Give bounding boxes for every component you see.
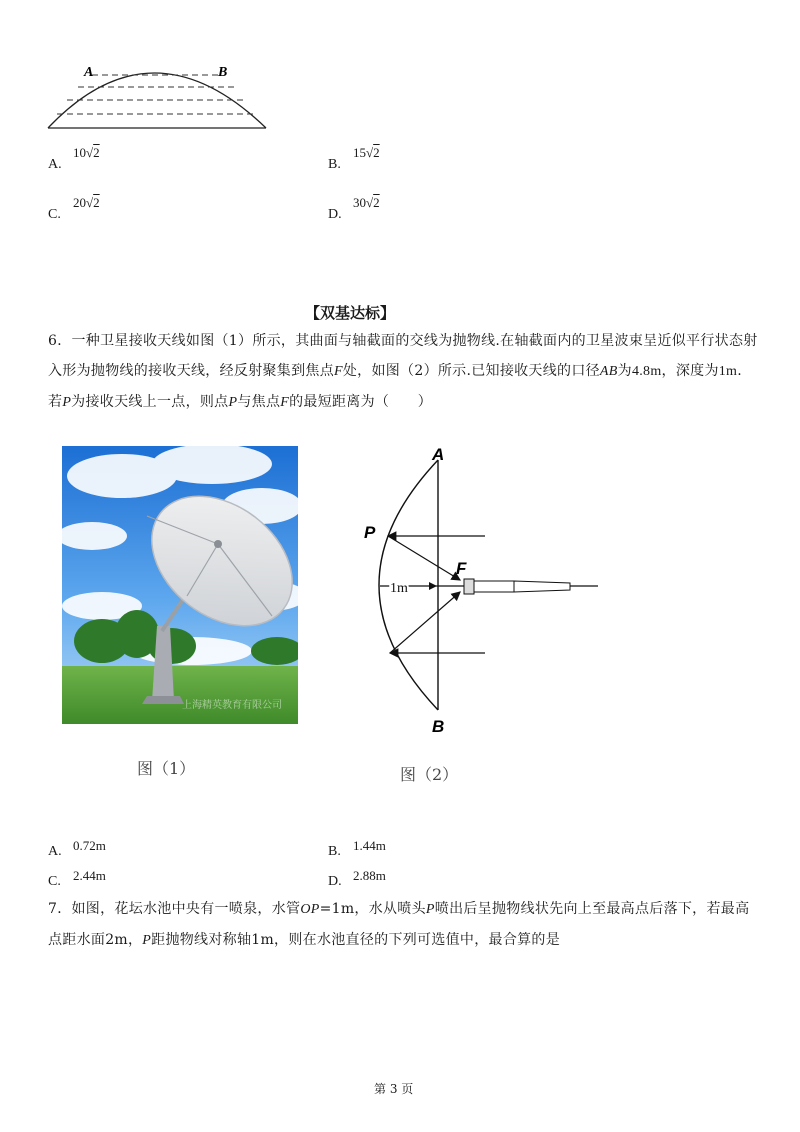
- q5-option-b-coef: 15: [353, 145, 366, 160]
- q6-option-a-value: 0.72m: [73, 838, 106, 853]
- figure-1-caption: 图（1）: [137, 759, 196, 778]
- q6-focus-f: F: [334, 364, 343, 379]
- q6-line-1: 6．一种卫星接收天线如图（1）所示，其曲面与轴截面的交线为抛物线.在轴截面内的卫星波束呈近似平行状态射: [48, 333, 758, 349]
- q7-line-2-part-b: 距抛物线对称轴1m，则在水池直径的下列可选值中，最合算的是: [151, 932, 561, 948]
- q6-line-3-part-d: 的最短距离为（ ）: [289, 394, 433, 410]
- q6-line-3-part-a: 若: [48, 394, 63, 410]
- q6-focus-f-2: F: [280, 395, 290, 410]
- q6-point-p-2: P: [228, 395, 238, 410]
- q5-option-d-coef: 30: [353, 195, 366, 210]
- q6-text: [48, 326, 768, 418]
- q5-option-a-letter: A.: [48, 157, 62, 172]
- q6-line-2-part-d: ，深度为: [661, 363, 719, 379]
- sqrt-icon: √: [86, 195, 94, 210]
- figure-2-caption: 图（2）: [400, 765, 459, 784]
- q6-line-2: [48, 356, 768, 387]
- q6-line-3: [48, 387, 768, 418]
- q7-op: OP: [300, 902, 320, 917]
- arch-figure: [40, 40, 280, 140]
- q6-option-d-letter: D.: [328, 874, 342, 889]
- q5-option-b-letter: B.: [328, 157, 341, 172]
- q5-option-b-rad: 2: [373, 145, 380, 160]
- diagram-label-a: A: [432, 445, 445, 464]
- q6-line-2-part-c: 为: [617, 363, 632, 379]
- q6-line-3-part-c: 与焦点: [237, 394, 281, 410]
- q6-option-b-value: 1.44m: [353, 838, 386, 853]
- q6-point-p: P: [62, 395, 72, 410]
- q7-text: [48, 894, 768, 956]
- q6-option-d-value: 2.88m: [353, 868, 386, 883]
- q7-point-p: P: [425, 902, 435, 917]
- q5-option-c-rad: 2: [93, 195, 100, 210]
- q6-line-3-part-b: 为接收天线上一点，则点: [71, 394, 229, 410]
- page-number: 第 3 页: [374, 1082, 414, 1096]
- q5-option-d-rad: 2: [373, 195, 380, 210]
- diagram-label-p: P: [364, 523, 376, 542]
- q5-option-c-value: [73, 195, 100, 211]
- diagram-label-depth: 1m: [390, 581, 408, 596]
- q5-option-a-coef: 10: [73, 145, 86, 160]
- section-title: 【双基达标】: [305, 304, 396, 322]
- sqrt-icon: √: [86, 145, 94, 160]
- q5-option-d-letter: D.: [328, 207, 342, 222]
- sqrt-icon: √: [366, 145, 374, 160]
- arch-label-b: B: [218, 65, 228, 80]
- q7-line-1: [48, 894, 768, 925]
- q7-line-1-part-a: 7．如图，花坛水池中央有一喷泉，水管: [48, 901, 301, 917]
- q6-line-2-part-a: 入形为抛物线的接收天线，经反射聚集到焦点: [48, 363, 334, 379]
- q5-option-b-value: [353, 145, 380, 161]
- q6-option-a-letter: A.: [48, 844, 62, 859]
- satellite-dish-photo: [62, 446, 298, 724]
- q5-option-a-rad: 2: [93, 145, 100, 160]
- q6-line-2-part-e: .: [737, 363, 743, 379]
- diagram-label-b: B: [432, 717, 445, 736]
- q7-line-1-part-c: 喷出后呈抛物线状先向上至最高点后落下，若最高: [434, 901, 750, 917]
- parabola-diagram: [350, 440, 610, 740]
- photo-watermark: 上海精英教育有限公司: [182, 700, 282, 711]
- q6-ab: AB: [599, 364, 618, 379]
- q7-line-2-part-a: 点距水面2m，: [48, 932, 143, 948]
- sqrt-icon: √: [366, 195, 374, 210]
- q5-option-c-letter: C.: [48, 207, 61, 222]
- q6-option-c-value: 2.44m: [73, 868, 106, 883]
- q7-line-1-part-b: =1m，水从喷头: [319, 901, 426, 917]
- arch-label-a: A: [84, 65, 94, 80]
- q6-option-b-letter: B.: [328, 844, 341, 859]
- q6-option-c-letter: C.: [48, 874, 61, 889]
- q7-line-2: [48, 925, 768, 956]
- q7-point-p-2: P: [142, 933, 152, 948]
- diagram-label-f: F: [456, 559, 467, 578]
- q5-option-d-value: [353, 195, 380, 211]
- q5-option-c-coef: 20: [73, 195, 86, 210]
- q6-depth: 1m: [718, 364, 738, 379]
- q6-aperture: 4.8m: [631, 364, 662, 379]
- q6-line-2-part-b: 处，如图（2）所示.已知接收天线的口径: [342, 363, 600, 379]
- q5-option-a-value: [73, 145, 100, 161]
